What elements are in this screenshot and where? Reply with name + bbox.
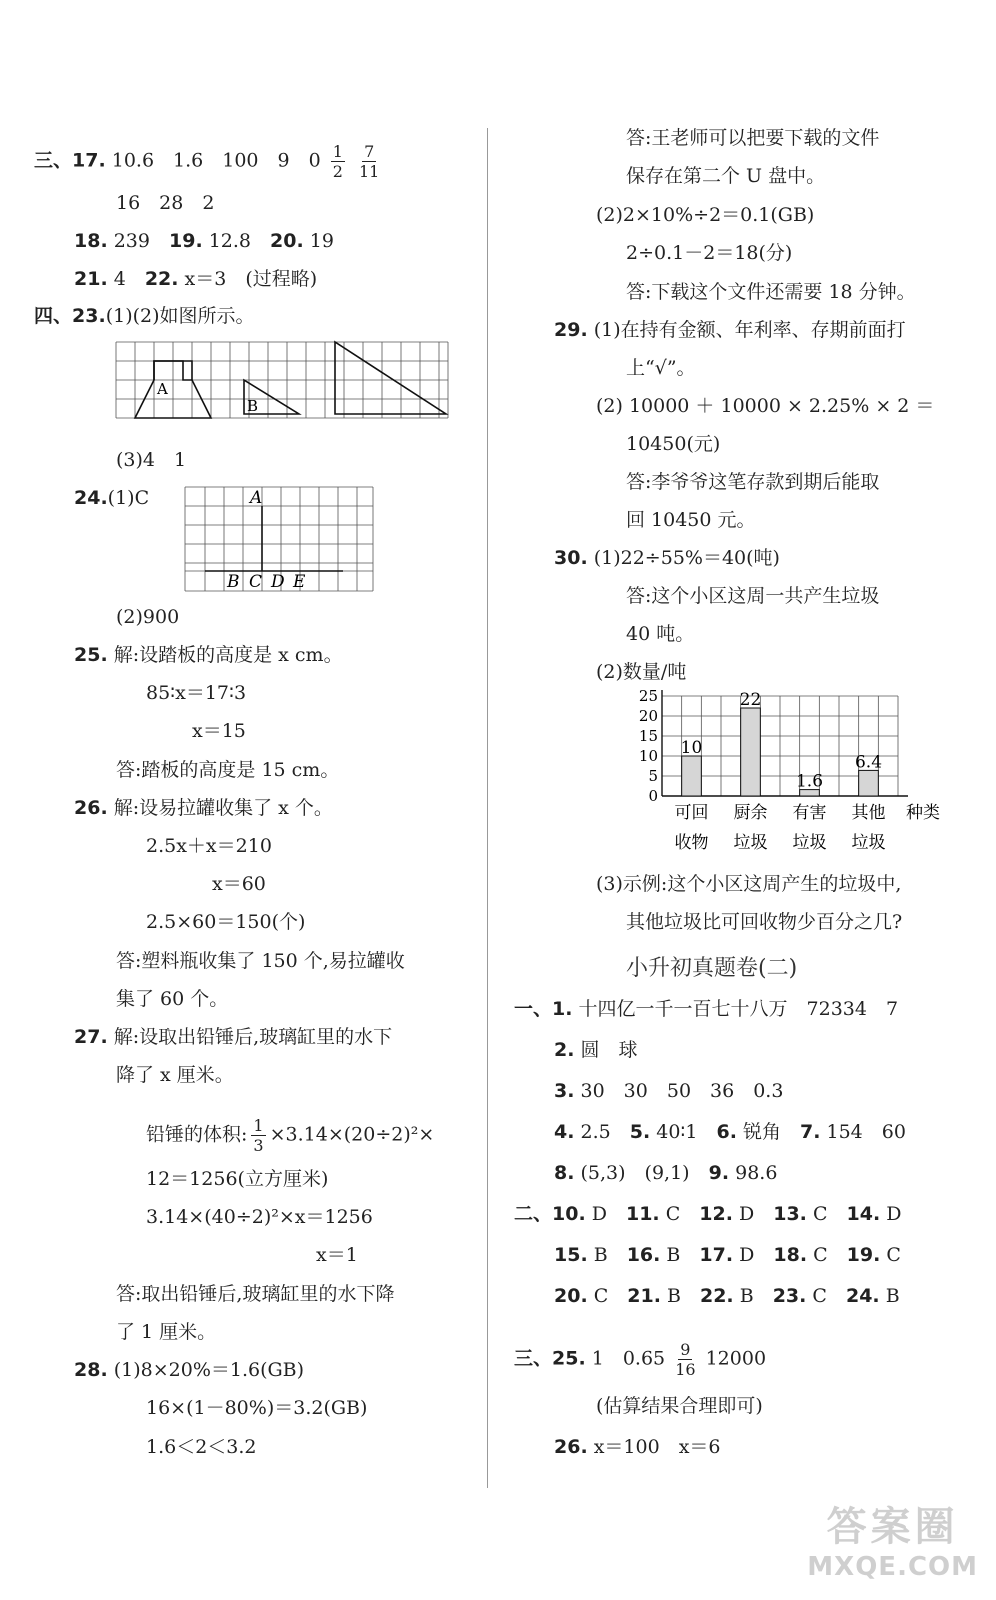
q29-answer-1: 答:李爷爷这笔存款到期后能取	[626, 471, 880, 493]
q28-line-3: 1.6＜2＜3.2	[146, 1436, 257, 1458]
q26-line-4: 2.5×60＝150(个)	[146, 911, 306, 933]
q29-line-1: 29. (1)在持有金额、年利率、存期前面打	[554, 319, 906, 341]
chart-data-label: 1.6	[795, 771, 824, 792]
q25-line-1: 25. 解:设踏板的高度是 x cm。	[74, 644, 343, 666]
q28-answer-1: 答:王老师可以把要下载的文件	[626, 127, 880, 149]
q26-answer-1: 答:塑料瓶收集了 150 个,易拉罐收	[116, 950, 405, 972]
section-3-marker: 三、	[34, 149, 73, 172]
q27-answer-1: 答:取出铅锤后,玻璃缸里的水下降	[116, 1283, 395, 1305]
q28-answer-2: 保存在第二个 U 盘中。	[626, 165, 826, 187]
chart-data-label: 10	[680, 738, 703, 758]
q27-answer-2: 了 1 厘米。	[116, 1321, 217, 1343]
q30-line-1: 30. (1)22÷55%＝40(吨)	[554, 547, 780, 569]
q28-part2-answer: 答:下载这个文件还需要 18 分钟。	[626, 281, 916, 303]
chart-category-label: 其他	[851, 803, 886, 823]
p2-q25-line: 三、25. 1 0.65 $\frac{9}{16}$ 12000	[514, 1340, 767, 1379]
chart-data-label: 6.4	[854, 752, 883, 773]
q30-part3-line-1: (3)示例:这个小区这周产生的垃圾中,	[596, 873, 902, 895]
q29-line-2: 上“√”。	[626, 357, 696, 379]
q27-line-1: 27. 解:设取出铅锤后,玻璃缸里的水下	[74, 1026, 393, 1048]
point-e: E	[293, 572, 306, 592]
q25-answer: 答:踏板的高度是 15 cm。	[116, 759, 340, 781]
q25-line-2: 85∶x＝17∶3	[146, 682, 247, 704]
q28-line-2: 16×(1－80%)＝3.2(GB)	[146, 1397, 368, 1419]
q27-line-4: 12＝1256(立方厘米)	[146, 1168, 329, 1190]
chart-data-label: 22	[739, 690, 762, 710]
chart-category-label: 垃圾	[792, 833, 827, 853]
chart-category-label: 有害	[792, 803, 827, 823]
chart-y-tick-label: 20	[638, 707, 658, 725]
q26-line-1: 26. 解:设易拉罐收集了 x 个。	[74, 797, 333, 819]
q29-line-4: 10450(元)	[626, 433, 721, 455]
column-divider	[487, 128, 488, 1488]
chart-y-tick-label: 15	[638, 727, 658, 745]
q23-line: 四、23.(1)(2)如图所示。	[34, 305, 255, 327]
q27-line-3: 铅锤的体积: $\frac{1}{3}$ ×3.14×(20÷2)²×	[146, 1116, 435, 1155]
q27-line-6: x＝1	[316, 1244, 358, 1266]
q30-part3-line-2: 其他垃圾比可回收物少百分之几?	[626, 911, 903, 933]
q17-values: 10.6 1.6 100 9 0	[111, 149, 321, 172]
triangle-large	[335, 342, 446, 414]
point-a: A	[250, 488, 263, 508]
q29-answer-2: 回 10450 元。	[626, 509, 756, 531]
q26-line-3: x＝60	[212, 873, 266, 895]
q27-fraction: $\frac{1}{3}$	[253, 1116, 264, 1155]
q24-grid-figure	[183, 485, 375, 593]
chart-category-label: 厨余	[733, 803, 768, 823]
mc-row-3: 20. C 21. B 22. B 23. C 24. B	[554, 1285, 900, 1307]
chart-bar	[741, 708, 761, 796]
q30-answer-2: 40 吨。	[626, 623, 695, 645]
chart-category-label: 可回	[674, 803, 709, 823]
point-b: B	[227, 572, 240, 592]
watermark: 答案圈 MXQE.COM	[807, 1504, 978, 1582]
q26-answer-2: 集了 60 个。	[116, 988, 229, 1010]
garbage-bar-chart	[632, 684, 952, 859]
q24-answer-2: (2)900	[116, 606, 180, 628]
q27-line-2: 降了 x 厘米。	[116, 1064, 234, 1086]
section-title: 小升初真题卷(二)	[626, 956, 798, 981]
chart-bar	[859, 770, 879, 796]
point-d: D	[271, 572, 285, 592]
mc-row-1: 二、10. D 11. C 12. D 13. C 14. D	[514, 1203, 902, 1225]
chart-x-axis-label: 种类	[906, 803, 940, 823]
q17-fraction-2: $\frac{7}{11}$	[358, 142, 380, 181]
chart-y-tick-label: 10	[638, 747, 658, 765]
q18-20-line: 18. 239 19. 12.8 20. 19	[74, 230, 334, 252]
q26-line-2: 2.5x＋x＝210	[146, 835, 272, 857]
q25-line-3: x＝15	[192, 720, 246, 742]
p2-q3-line: 3. 30 30 50 36 0.3	[554, 1080, 784, 1102]
q29-line-3: (2) 10000 ＋ 10000 × 2.25% × 2 ＝	[596, 395, 935, 417]
q23-grid-figure	[114, 340, 450, 420]
q17-number: 17.	[72, 149, 106, 172]
chart-category-label: 垃圾	[733, 833, 768, 853]
section-4-marker: 四、	[34, 305, 73, 327]
point-c: C	[249, 572, 263, 592]
q21-22-line: 21. 4 22. x＝3 (过程略)	[74, 268, 318, 290]
q17-fraction-1: $\frac{1}{2}$	[332, 142, 343, 181]
chart-bar	[682, 756, 702, 796]
p2-q25-fraction: $\frac{9}{16}$	[675, 1340, 696, 1379]
mc-row-2: 15. B 16. B 17. D 18. C 19. C	[554, 1244, 901, 1266]
q28-line-1: 28. (1)8×20%＝1.6(GB)	[74, 1359, 305, 1381]
q17-line	[34, 142, 383, 181]
q27-line-5: 3.14×(40÷2)²×x＝1256	[146, 1206, 373, 1228]
p2-q26-line: 26. x＝100 x＝6	[554, 1436, 721, 1458]
q30-answer-1: 答:这个小区这周一共产生垃圾	[626, 585, 880, 607]
q28-part2-line-1: (2)2×10%÷2＝0.1(GB)	[596, 204, 815, 226]
chart-category-label: 垃圾	[851, 833, 886, 853]
chart-y-tick-label: 25	[638, 687, 658, 705]
chart-category-label: 收物	[674, 833, 709, 853]
p2-q25-note: (估算结果合理即可)	[596, 1395, 763, 1417]
q17-values-2: 16 28 2	[116, 192, 215, 214]
q30-chart-title: (2)数量/吨	[596, 661, 687, 683]
p2-q8-9-line: 8. (5,3) (9,1) 9. 98.6	[554, 1162, 778, 1184]
label-a: A	[157, 380, 168, 398]
p2-q4-7-line: 4. 2.5 5. 40∶1 6. 锐角 7. 154 60	[554, 1121, 906, 1143]
p2-q2-line: 2. 圆 球	[554, 1039, 638, 1061]
chart-y-tick-label: 0	[648, 787, 658, 805]
q24-line: 24.(1)C	[74, 487, 150, 509]
label-b: B	[247, 397, 259, 415]
q28-part2-line-2: 2÷0.1－2＝18(分)	[626, 242, 793, 264]
p2-q1-line: 一、1. 十四亿一千一百七十八万 72334 7	[514, 998, 899, 1020]
q23-answer-3: (3)4 1	[116, 449, 187, 471]
chart-y-tick-label: 5	[648, 767, 658, 785]
